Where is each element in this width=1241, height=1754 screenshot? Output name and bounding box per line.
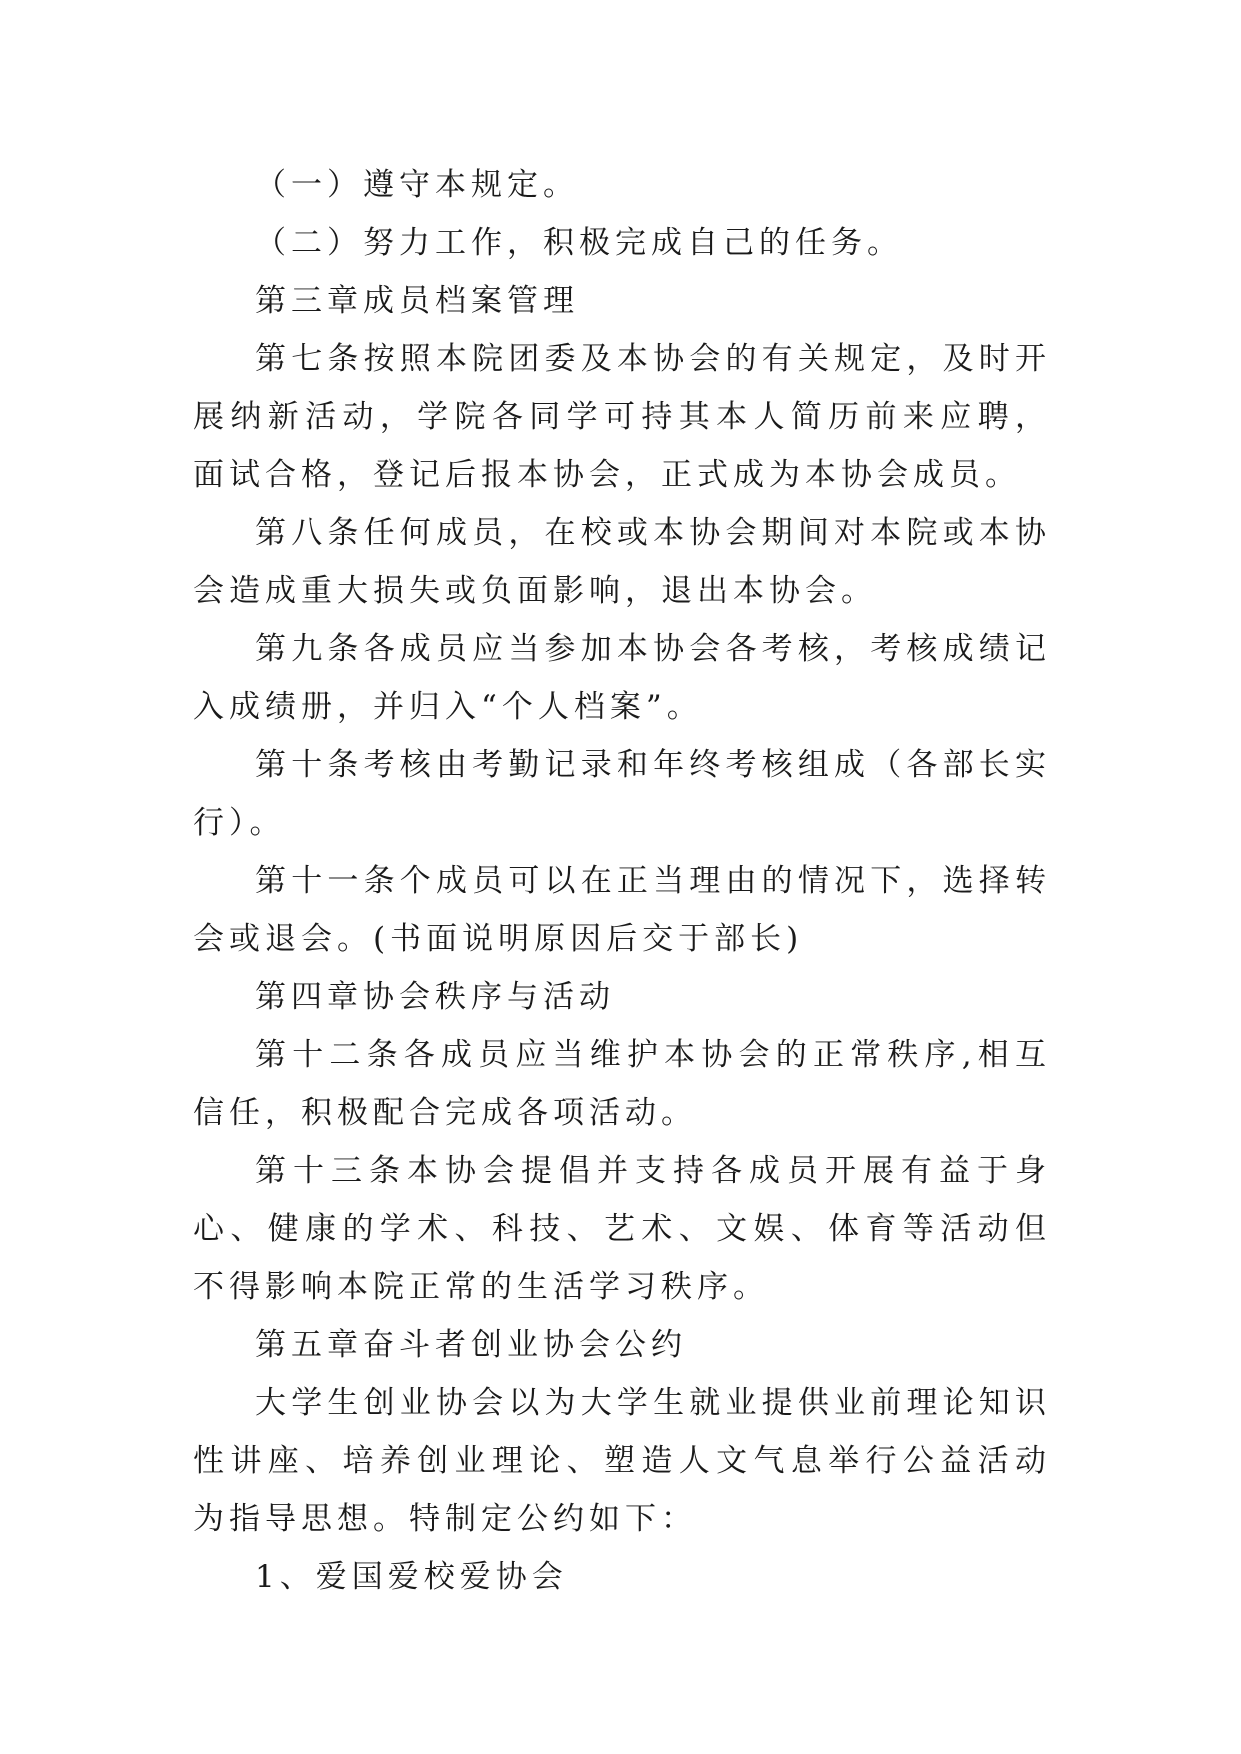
convention-intro: 大学生创业协会以为大学生就业提供业前理论知识性讲座、培养创业理论、塑造人文气息举行公益活动为指导思想。特制定公约如下： (193, 1385, 1051, 1537)
article-10: 第十条考核由考勤记录和年终考核组成（各部长实行）。 (193, 747, 1051, 841)
chapter-4-heading: 第四章协会秩序与活动 (255, 979, 615, 1015)
clause-2: （二）努力工作，积极完成自己的任务。 (255, 225, 903, 261)
article-9: 第九条各成员应当参加本协会各考核，考核成绩记入成绩册，并归入“个人档案”。 (193, 631, 1051, 725)
chapter-5-heading: 第五章奋斗者创业协会公约 (255, 1327, 687, 1363)
convention-item-1: 1、爱国爱校爱协会 (255, 1559, 568, 1595)
clause-1: （一）遵守本规定。 (255, 167, 579, 203)
document-body (193, 156, 1051, 1606)
article-7: 第七条按照本院团委及本协会的有关规定，及时开展纳新活动，学院各同学可持其本人简历前来应聘，面试合格，登记后报本协会，正式成为本协会成员。 (193, 341, 1051, 493)
article-12: 第十二条各成员应当维护本协会的正常秩序,相互信任，积极配合完成各项活动。 (193, 1037, 1051, 1131)
article-8: 第八条任何成员，在校或本协会期间对本院或本协会造成重大损失或负面影响，退出本协会。 (193, 515, 1051, 609)
article-11: 第十一条个成员可以在正当理由的情况下，选择转会或退会。(书面说明原因后交于部长) (193, 863, 1051, 957)
article-13: 第十三条本协会提倡并支持各成员开展有益于身心、健康的学术、科技、艺术、文娱、体育等活动但不得影响本院正常的生活学习秩序。 (193, 1153, 1051, 1305)
chapter-3-heading: 第三章成员档案管理 (255, 283, 579, 319)
